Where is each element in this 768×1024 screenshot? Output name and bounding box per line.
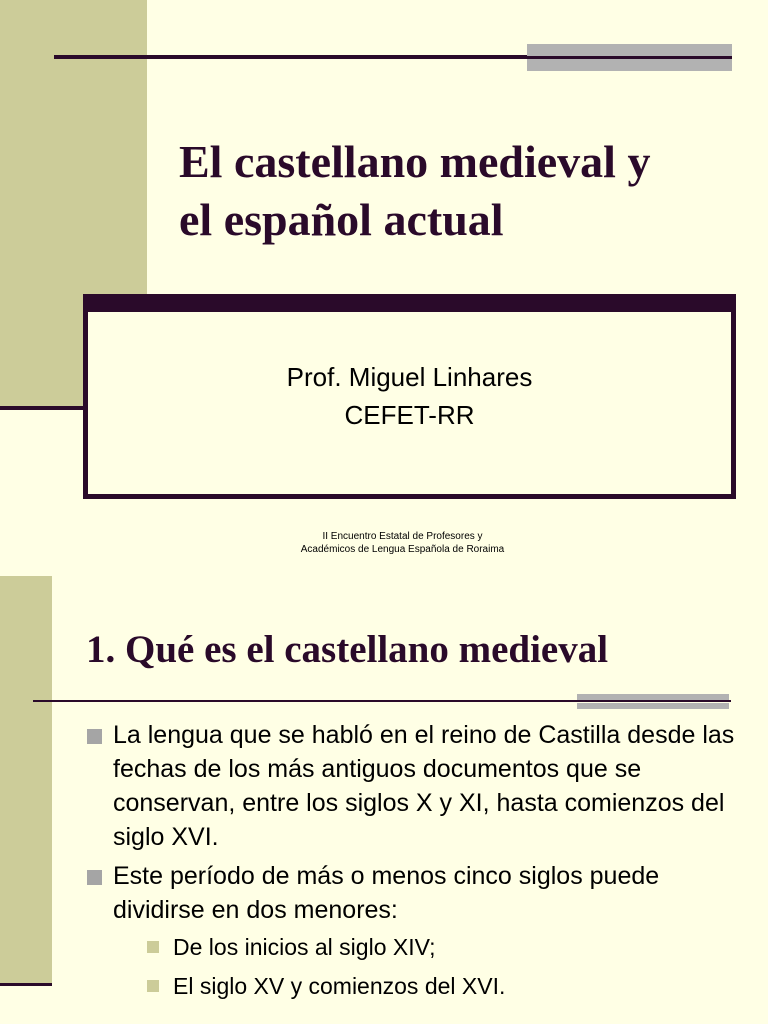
bullet-item <box>86 718 756 854</box>
sub-bullet-text: De los inicios al siglo XIV; <box>173 934 436 960</box>
top-accent-bar <box>527 44 732 56</box>
side-rule <box>0 983 52 986</box>
slide-title <box>179 133 749 249</box>
bullet-list <box>86 718 756 1008</box>
author-name: Prof. Miguel Linhares <box>286 362 533 392</box>
slide-title-line: El castellano medieval y <box>179 136 651 187</box>
sub-bullet-text: El siglo XV y comienzos del XVI. <box>173 973 506 999</box>
title-accent-bar <box>577 694 729 700</box>
author-box <box>83 294 736 499</box>
title-rule <box>33 700 731 702</box>
square-bullet-icon <box>87 870 102 885</box>
event-footnote <box>210 530 595 556</box>
content-slide <box>0 576 768 1024</box>
bullet-item <box>86 859 756 1003</box>
title-accent-bar-lower <box>577 703 729 709</box>
side-rule <box>0 406 84 410</box>
bullet-text: Este período de más o menos cinco siglos puede dividirse en dos menores: <box>113 862 660 924</box>
author-institution: CEFET-RR <box>344 400 475 430</box>
footnote-line: II Encuentro Estatal de Profesores y <box>322 531 483 542</box>
sub-bullet-item <box>147 930 756 964</box>
sub-bullet-item <box>147 969 756 1003</box>
footnote-line: Académicos de Lengua Española de Roraima <box>300 544 505 555</box>
square-bullet-icon <box>147 980 159 992</box>
bullet-text: La lengua que se habló en el reino de Castilla desde las fechas de los más antiguos documentos que se conservan, entre los siglos X y XI, hasta comienzos del siglo XVI. <box>113 721 735 851</box>
side-band <box>0 576 52 986</box>
sub-bullet-list <box>113 930 756 1003</box>
square-bullet-icon <box>147 941 159 953</box>
slide-title-line: el español actual <box>179 194 504 245</box>
top-accent-bar-lower <box>527 59 732 71</box>
square-bullet-icon <box>87 729 102 744</box>
slide-title: 1. Qué es el castellano medieval <box>86 628 609 671</box>
